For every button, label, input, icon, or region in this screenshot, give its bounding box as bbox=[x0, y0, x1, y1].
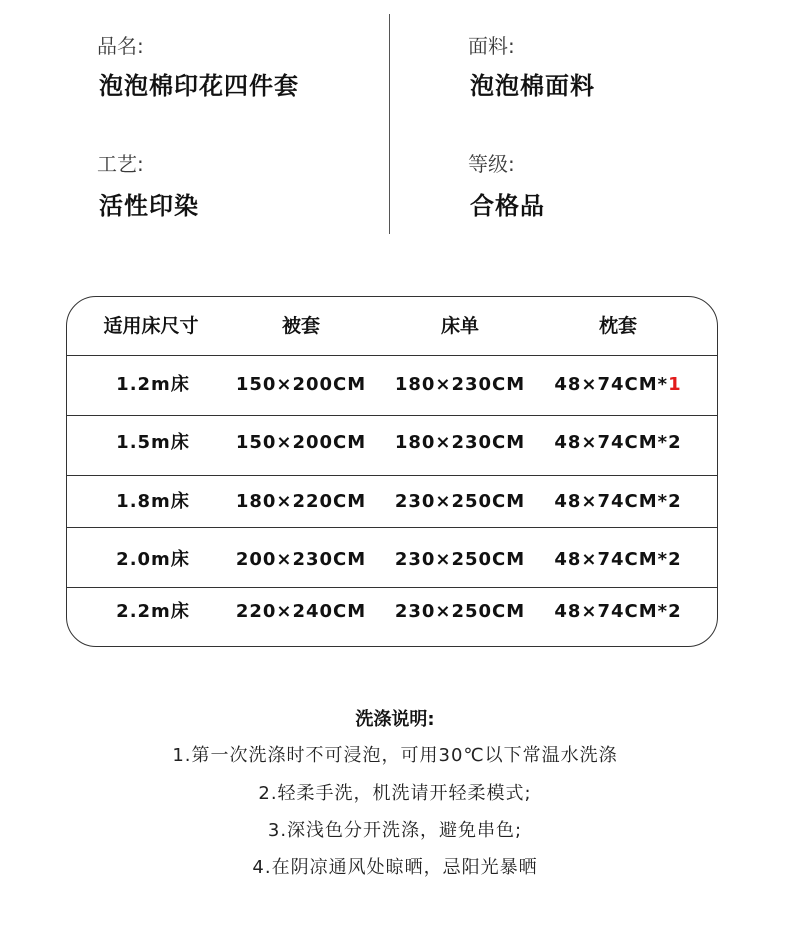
pillowcase-size: 48×74CM* bbox=[554, 432, 669, 453]
grade-value: 合格品 bbox=[470, 192, 545, 220]
washing-line: 4.在阴凉通风处晾晒，忌阳光暴晒 bbox=[252, 857, 538, 878]
pillowcase-size: 48×74CM* bbox=[554, 549, 669, 570]
pillowcase-size-cell bbox=[543, 600, 693, 624]
header-sheet: 床单 bbox=[440, 315, 479, 337]
sheet-size-cell: 180×230CM bbox=[394, 432, 526, 453]
fabric-label: 面料: bbox=[468, 34, 515, 58]
table-divider bbox=[67, 415, 717, 416]
sheet-size-cell: 180×230CM bbox=[394, 374, 526, 395]
sheet-size-cell: 230×250CM bbox=[394, 491, 526, 512]
washing-title: 洗涤说明: bbox=[355, 709, 435, 730]
duvet-size-cell: 150×200CM bbox=[235, 374, 367, 395]
pillowcase-size: 48×74CM* bbox=[554, 491, 669, 512]
pillowcase-size-cell bbox=[543, 490, 693, 514]
bed-size-cell: 2.2m床 bbox=[116, 601, 190, 622]
name-label: 品名: bbox=[97, 34, 144, 58]
size-table bbox=[66, 296, 718, 647]
washing-line: 1.第一次洗涤时不可浸泡，可用30℃以下常温水洗涤 bbox=[172, 745, 618, 766]
bed-size-cell: 2.0m床 bbox=[116, 549, 190, 570]
header-bed-size: 适用床尺寸 bbox=[103, 315, 199, 337]
table-divider bbox=[67, 475, 717, 476]
bed-size-cell: 1.8m床 bbox=[116, 491, 190, 512]
table-divider bbox=[67, 587, 717, 588]
craft-label: 工艺: bbox=[97, 152, 144, 176]
header-pillowcase: 枕套 bbox=[598, 315, 637, 337]
pillowcase-size: 48×74CM* bbox=[554, 601, 669, 622]
grade-label: 等级: bbox=[468, 152, 515, 176]
duvet-size-cell: 220×240CM bbox=[235, 601, 367, 622]
sheet-size-cell: 230×250CM bbox=[394, 549, 526, 570]
table-divider bbox=[67, 527, 717, 528]
pillowcase-size: 48×74CM* bbox=[554, 374, 669, 395]
fabric-value: 泡泡棉面料 bbox=[470, 72, 595, 100]
craft-value: 活性印染 bbox=[99, 192, 199, 220]
washing-line: 2.轻柔手洗，机洗请开轻柔模式; bbox=[258, 783, 532, 804]
bed-size-cell: 1.5m床 bbox=[116, 432, 190, 453]
pillowcase-quantity: 1 bbox=[668, 374, 682, 395]
pillowcase-quantity: 2 bbox=[668, 491, 682, 512]
bed-size-cell: 1.2m床 bbox=[116, 374, 190, 395]
vertical-divider bbox=[389, 14, 390, 234]
pillowcase-size-cell bbox=[543, 431, 693, 455]
duvet-size-cell: 150×200CM bbox=[235, 432, 367, 453]
pillowcase-quantity: 2 bbox=[668, 549, 682, 570]
pillowcase-quantity: 2 bbox=[668, 432, 682, 453]
sheet-size-cell: 230×250CM bbox=[394, 601, 526, 622]
duvet-size-cell: 180×220CM bbox=[235, 491, 367, 512]
pillowcase-quantity: 2 bbox=[668, 601, 682, 622]
name-value: 泡泡棉印花四件套 bbox=[99, 72, 299, 100]
table-divider bbox=[67, 355, 717, 356]
pillowcase-size-cell bbox=[543, 548, 693, 572]
header-duvet: 被套 bbox=[281, 315, 320, 337]
pillowcase-size-cell bbox=[543, 373, 693, 397]
washing-line: 3.深浅色分开洗涤，避免串色; bbox=[267, 820, 523, 841]
duvet-size-cell: 200×230CM bbox=[235, 549, 367, 570]
